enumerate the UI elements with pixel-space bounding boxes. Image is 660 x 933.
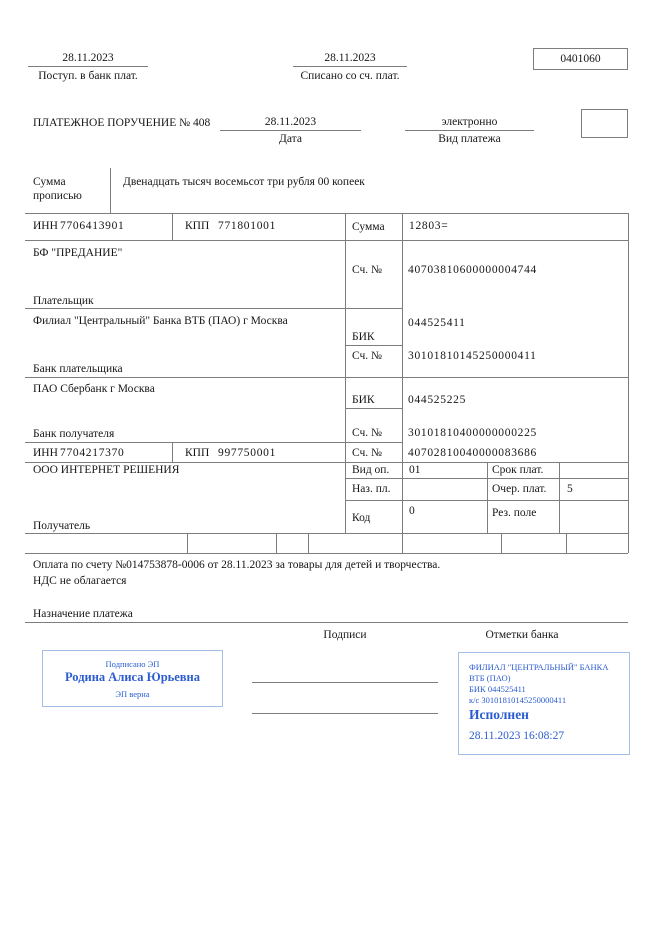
payee-acc: 40702810040000083686 [408, 447, 537, 459]
payment-kind-code-box [581, 109, 628, 138]
payee-kpp-label: КПП [185, 447, 210, 459]
form-code: 0401060 [560, 53, 601, 65]
payer-kpp: 771801001 [218, 220, 277, 232]
kod-value: 0 [409, 505, 415, 517]
payer-bank-section-label: Банк плательщика [33, 363, 123, 375]
payer-acc-label: Сч. № [352, 264, 383, 276]
payee-acc-label: Сч. № [352, 447, 383, 459]
payee-inn-label: ИНН [33, 447, 58, 459]
signature-stamp-line-1: Подписано ЭП [105, 659, 160, 669]
payer-kpp-label: КПП [185, 220, 210, 232]
form-code-box [533, 48, 628, 70]
payer-bank-acc-label: Сч. № [352, 350, 383, 362]
bank-stamp [458, 652, 630, 755]
ocher-plat-label: Очер. плат. [492, 483, 547, 495]
divider [172, 442, 173, 462]
payer-bank-bik-label: БИК [352, 331, 375, 343]
signature-line-2 [252, 713, 438, 714]
divider [566, 533, 567, 553]
divider [276, 533, 277, 553]
received-date-value: 28.11.2023 [62, 52, 114, 64]
kod-label: Код [352, 512, 371, 524]
divider [487, 462, 488, 533]
purpose-line-1: Оплата по счету №014753878-0006 от 28.11.2023 за товары для детей и творчества. [33, 559, 441, 571]
rez-pole-label: Рез. поле [492, 507, 537, 519]
payee-bank-acc-label: Сч. № [352, 427, 383, 439]
debited-date-value: 28.11.2023 [324, 52, 376, 64]
amount-words-label-2: прописью [33, 190, 82, 202]
signature-stamp-name: Родина Алиса Юрьевна [64, 670, 201, 684]
bank-stamp-datetime: 28.11.2023 16:08:27 [469, 730, 565, 742]
payer-bank-name: Филиал "Центральный" Банка ВТБ (ПАО) г Москва [33, 315, 288, 327]
ocher-plat-value: 5 [567, 483, 573, 495]
divider [110, 168, 111, 213]
divider [25, 462, 628, 463]
divider [345, 345, 402, 346]
payee-bank-bik: 044525225 [408, 394, 467, 406]
debited-date-underline [293, 66, 407, 67]
divider [501, 533, 502, 553]
divider [25, 622, 628, 623]
doc-date-label: Дата [279, 133, 302, 145]
divider [172, 213, 173, 240]
divider [345, 408, 402, 409]
bank-stamp-status: Исполнен [469, 707, 529, 722]
amount-words-value: Двенадцать тысяч восемьсот три рубля 00 копеек [123, 176, 365, 188]
divider [402, 213, 403, 553]
payer-section-label: Плательщик [33, 295, 94, 307]
divider [308, 533, 309, 553]
divider [25, 533, 628, 534]
bank-stamp-bik: БИК 044525411 [469, 684, 526, 694]
payee-bank-acc: 30101810400000000225 [408, 427, 537, 439]
sum-label: Сумма [352, 221, 385, 233]
debited-date-label: Списано со сч. плат. [300, 70, 400, 82]
doc-date-underline [220, 130, 361, 131]
payment-kind-label: Вид платежа [438, 133, 501, 145]
vid-op-value: 01 [409, 464, 421, 476]
payee-section-label: Получатель [33, 520, 91, 532]
doc-date-value: 28.11.2023 [264, 116, 317, 128]
divider [25, 553, 628, 554]
received-date-label: Поступ. в банк плат. [38, 70, 138, 82]
document-title: ПЛАТЕЖНОЕ ПОРУЧЕНИЕ № 408 [33, 117, 211, 129]
signature-stamp [42, 650, 223, 707]
payment-kind-value: электронно [441, 116, 498, 128]
payer-bank-acc: 30101810145250000411 [408, 350, 537, 362]
divider [345, 213, 346, 533]
signature-stamp-line-3: ЭП верна [115, 689, 150, 699]
bank-stamp-corr-account: к/с 30101810145250000411 [469, 695, 567, 705]
bank-marks-label: Отметки банка [485, 629, 559, 641]
payee-bank-bik-label: БИК [352, 394, 375, 406]
bank-stamp-line-2: ВТБ (ПАО) [469, 673, 511, 683]
payer-acc: 40703810600000004744 [408, 264, 537, 276]
vid-op-label: Вид оп. [352, 464, 390, 476]
divider [559, 462, 560, 533]
divider [628, 213, 629, 553]
naz-pl-label: Наз. пл. [352, 483, 391, 495]
payee-bank-name: ПАО Сбербанк г Москва [33, 383, 155, 395]
divider [187, 533, 188, 553]
purpose-section-label: Назначение платежа [33, 608, 133, 620]
payer-name: БФ "ПРЕДАНИЕ" [33, 247, 123, 259]
payer-inn: 7706413901 [60, 220, 125, 232]
srok-plat-label: Срок плат. [492, 464, 544, 476]
divider [25, 213, 628, 214]
payee-inn: 7704217370 [60, 447, 125, 459]
payee-name: ООО ИНТЕРНЕТ РЕШЕНИЯ [33, 464, 180, 476]
payee-bank-section-label: Банк получателя [33, 428, 115, 440]
divider [25, 240, 628, 241]
sum-value: 12803= [409, 220, 449, 232]
payee-kpp: 997750001 [218, 447, 277, 459]
divider [25, 377, 628, 378]
amount-words-label-1: Сумма [33, 176, 66, 188]
payment-kind-underline [405, 130, 534, 131]
payer-inn-label: ИНН [33, 220, 58, 232]
payer-bank-bik: 044525411 [408, 317, 466, 329]
received-date-underline [28, 66, 148, 67]
signature-line-1 [252, 682, 438, 683]
bank-stamp-line-1: ФИЛИАЛ "ЦЕНТРАЛЬНЫЙ" БАНКА [469, 662, 609, 672]
purpose-line-2: НДС не облагается [33, 575, 127, 587]
signatures-label: Подписи [323, 629, 367, 641]
